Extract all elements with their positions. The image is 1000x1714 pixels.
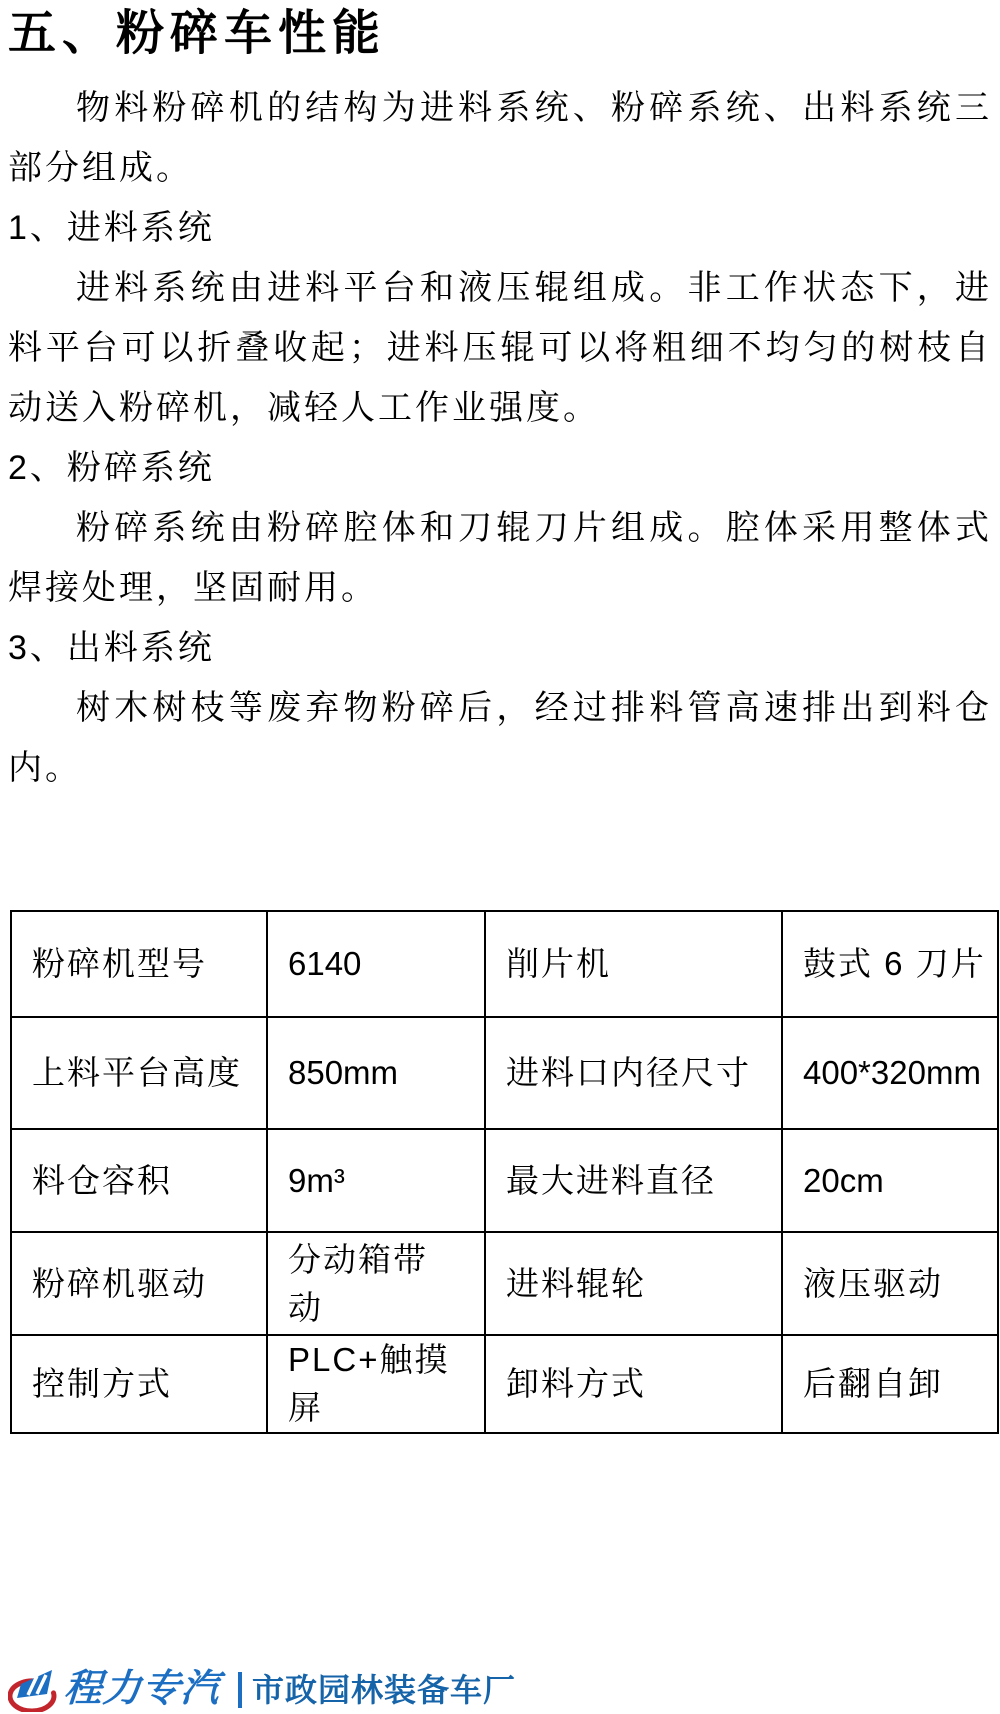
spec-label-cell: 削片机: [485, 911, 782, 1017]
table-row: [11, 911, 998, 1017]
spec-label-cell: 料仓容积: [11, 1129, 267, 1232]
brand-name: 程力专汽: [62, 1668, 222, 1710]
table-row: [11, 1335, 998, 1433]
footer-brand-bar: [8, 1660, 516, 1712]
spec-value-cell: 20cm: [782, 1129, 998, 1232]
footer-divider: [238, 1672, 242, 1708]
paragraph-crush-system: 粉碎系统由粉碎腔体和刀辊刀片组成。腔体采用整体式焊接处理，坚固耐用。: [8, 509, 992, 607]
spec-value-cell: 850mm: [267, 1017, 485, 1129]
spec-label-cell: 进料辊轮: [485, 1232, 782, 1335]
factory-name: 市政园林装备车厂: [252, 1672, 517, 1708]
paragraph-feed-system: 进料系统由进料平台和液压辊组成。非工作状态下，进料平台可以折叠收起；进料压辊可以将粗细不均匀的树枝自动送入粉碎机，减轻人工作业强度。: [8, 269, 992, 427]
spec-value-cell: 液压驱动: [782, 1232, 998, 1335]
spec-value-cell: 后翻自卸: [782, 1335, 998, 1433]
spec-table: [10, 910, 999, 1434]
spec-label-cell: 控制方式: [11, 1335, 267, 1433]
chengli-logo-icon: [8, 1660, 58, 1712]
spec-value-cell: 400*320mm: [782, 1017, 998, 1129]
spec-label-cell: 粉碎机型号: [11, 911, 267, 1017]
table-row: [11, 1232, 998, 1335]
spec-label-cell: 上料平台高度: [11, 1017, 267, 1129]
spec-value-cell: PLC+触摸屏: [267, 1335, 485, 1433]
section-heading-feed: 1、进料系统: [8, 209, 215, 247]
spec-value-cell: 鼓式 6 刀片: [782, 911, 998, 1017]
spec-value-cell: 9m³: [267, 1129, 485, 1232]
paragraph-intro: 物料粉碎机的结构为进料系统、粉碎系统、出料系统三部分组成。: [8, 89, 992, 187]
section-heading-discharge: 3、出料系统: [8, 629, 215, 667]
spec-label-cell: 卸料方式: [485, 1335, 782, 1433]
spec-label-cell: 粉碎机驱动: [11, 1232, 267, 1335]
spec-label-cell: 进料口内径尺寸: [485, 1017, 782, 1129]
paragraph-discharge-system: 树木树枝等废弃物粉碎后，经过排料管高速排出到料仓内。: [8, 689, 992, 787]
spec-value-cell: 6140: [267, 911, 485, 1017]
table-row: [11, 1129, 998, 1232]
spec-value-cell: 分动箱带动: [267, 1232, 485, 1335]
section-heading-crush: 2、粉碎系统: [8, 449, 215, 487]
spec-label-cell: 最大进料直径: [485, 1129, 782, 1232]
page-title: 五、粉碎车性能: [8, 7, 387, 60]
table-row: [11, 1017, 998, 1129]
